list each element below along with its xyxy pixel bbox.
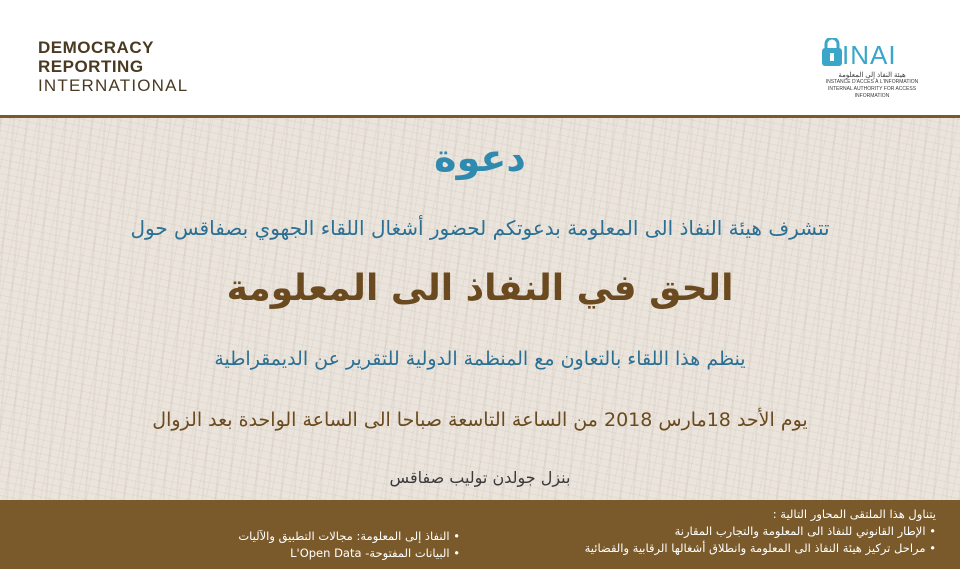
inai-sub-en: INTERNAL AUTHORITY FOR ACCESS INFORMATION [827, 86, 917, 99]
topic-item: • الإطار القانوني للنفاذ الى المعلومة والتجارب المقارنة [476, 523, 936, 540]
invitation-headline: الحق في النفاذ الى المعلومة [226, 268, 734, 309]
invitation-venue: بنزل جولدن توليب صفاقس [389, 468, 571, 487]
topics-footer [0, 500, 960, 569]
inai-logo [812, 36, 924, 99]
invitation-title: دعوة [434, 136, 526, 180]
invitation-banner [0, 115, 960, 503]
topics-heading: يتناول هذا الملتقى المحاور التالية : [772, 507, 936, 521]
dri-logo [38, 38, 188, 95]
topics-left-column [190, 528, 460, 562]
dri-logo-line3: INTERNATIONAL [38, 76, 189, 95]
invitation-organizer: ينظم هذا اللقاء بالتعاون مع المنظمة الدولية للتقرير عن الديمقراطية [214, 348, 746, 370]
invitation-datetime: يوم الأحد 18مارس 2018 من الساعة التاسعة صباحا الى الساعة الواحدة بعد الزوال [152, 409, 808, 431]
inai-logo-subtitle [820, 72, 924, 100]
topics-right-column [476, 506, 936, 557]
topic-item: • النفاذ إلى المعلومة: مجالات التطبيق والآليات [190, 528, 460, 545]
header [0, 0, 960, 115]
inai-sub-fr: INSTANCE D'ACCÈS À L'INFORMATION [825, 79, 919, 85]
topic-item: • مراحل تركيز هيئة النفاذ الى المعلومة وانطلاق أشغالها الرقابية والقضائية [476, 540, 936, 557]
dri-logo-line1: DEMOCRACY [38, 38, 154, 57]
inai-sub-ar: هيئة النفاذ إلى المعلومة [838, 72, 906, 79]
inai-logo-text: INAI [842, 40, 897, 70]
dri-logo-line2: REPORTING [38, 57, 144, 76]
topic-item: • البيانات المفتوحة- L'Open Data [190, 545, 460, 562]
invitation-intro: تتشرف هيئة النفاذ الى المعلومة بدعوتكم لحضور أشغال اللقاء الجهوي بصفاقس حول [130, 216, 830, 240]
